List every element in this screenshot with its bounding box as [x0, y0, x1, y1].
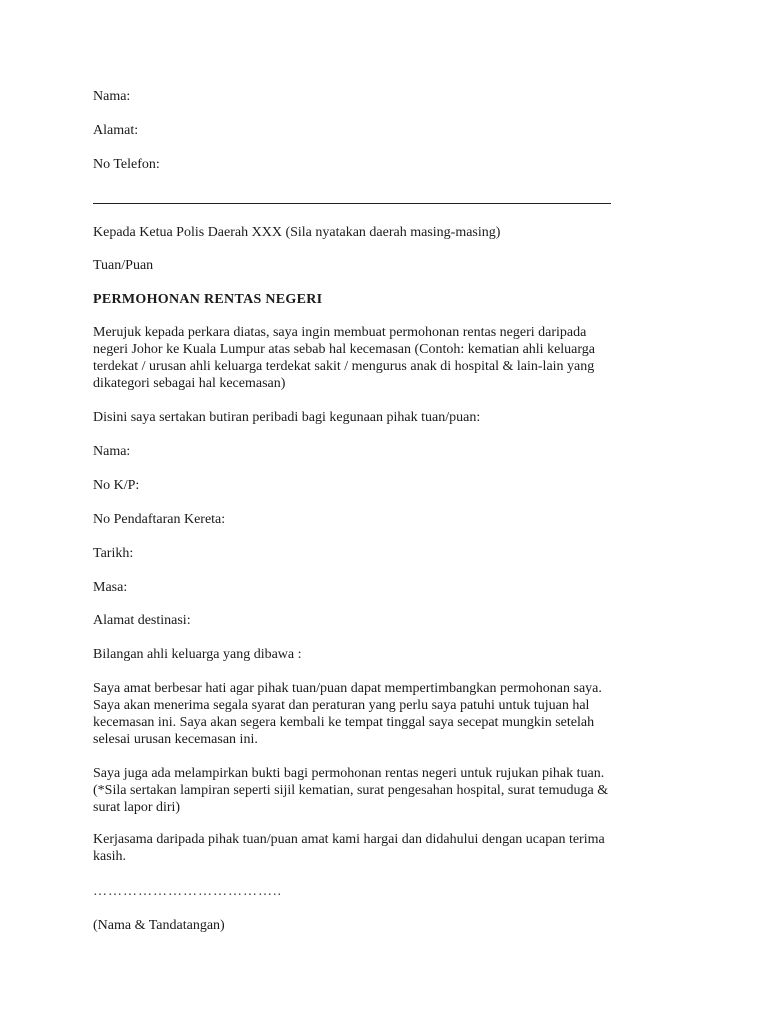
detail-time: Masa: [93, 580, 128, 595]
paragraph-line: Saya akan menerima segala syarat dan peraturan yang perlu saya patuhi untuk tujuan hal [93, 698, 590, 713]
salutation: Tuan/Puan [93, 258, 154, 273]
sender-phone-label: No Telefon: [93, 157, 160, 172]
paragraph-request [93, 680, 693, 748]
paragraph-closing [93, 831, 693, 865]
detail-nama: Nama: [93, 444, 131, 459]
subject-title: PERMOHONAN RENTAS NEGERI [93, 292, 323, 307]
detail-family-count: Bilangan ahli keluarga yang dibawa : [93, 647, 302, 662]
paragraph-line: negeri Johor ke Kuala Lumpur atas sebab hal kecemasan (Contoh: kematian ahli keluarga [93, 342, 596, 357]
signature-label: (Nama & Tandatangan) [93, 918, 225, 933]
paragraph-line: surat lapor diri) [93, 800, 181, 815]
paragraph-line: (*Sila sertakan lampiran seperti sijil kematian, surat pengesahan hospital, surat temuduga & [93, 783, 609, 798]
paragraph-line: Saya juga ada melampirkan bukti bagi permohonan rentas negeri untuk rujukan pihak tuan. [93, 766, 605, 781]
sender-name-label: Nama: [93, 89, 131, 104]
paragraph-line: dikategori sebagai hal kecemasan) [93, 376, 286, 391]
recipient-line: Kepada Ketua Polis Daerah XXX (Sila nyatakan daerah masing-masing) [93, 225, 501, 240]
signature-dotted-line: ……………………………….. [93, 884, 282, 899]
paragraph-line: kasih. [93, 849, 127, 864]
detail-date: Tarikh: [93, 546, 134, 561]
paragraph-line: Saya amat berbesar hati agar pihak tuan/puan dapat mempertimbangkan permohonan saya. [93, 681, 602, 696]
paragraph-details-intro: Disini saya sertakan butiran peribadi bagi kegunaan pihak tuan/puan: [93, 410, 481, 425]
paragraph-line: Merujuk kepada perkara diatas, saya ingin membuat permohonan rentas negeri daripada [93, 325, 587, 340]
paragraph-attachments [93, 765, 693, 816]
paragraph-line: kecemasan ini. Saya akan segera kembali ke tempat tinggal saya secepat mungkin setelah [93, 715, 595, 730]
paragraph-line: Kerjasama daripada pihak tuan/puan amat kami hargai dan didahului dengan ucapan terima [93, 832, 605, 847]
detail-ic-number: No K/P: [93, 478, 140, 493]
header-divider [93, 203, 611, 204]
paragraph-line: selesai urusan kecemasan ini. [93, 732, 258, 747]
paragraph-line: terdekat / urusan ahli keluarga terdekat sakit / mengurus anak di hospital & lain-lain yang [93, 359, 595, 374]
paragraph-intro [93, 324, 693, 392]
sender-address-label: Alamat: [93, 123, 139, 138]
detail-car-registration: No Pendaftaran Kereta: [93, 512, 226, 527]
detail-destination-address: Alamat destinasi: [93, 613, 191, 628]
